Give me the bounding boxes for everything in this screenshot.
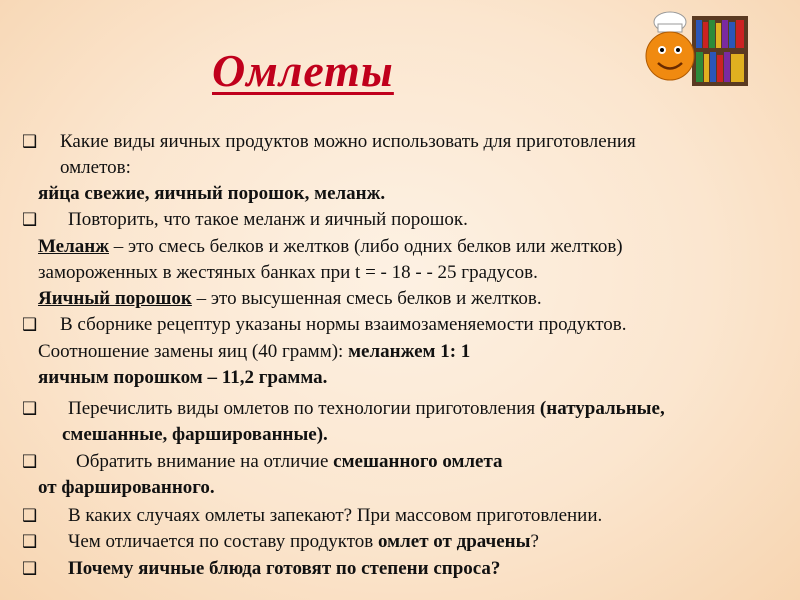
text-line: [62, 424, 328, 446]
bullet-icon: ❑: [22, 132, 38, 152]
question-text: Чем отличается по составу продуктов: [68, 531, 379, 552]
text-line: омлетов:: [60, 157, 131, 178]
bullet-icon: ❑: [22, 559, 38, 579]
bullet-icon: ❑: [22, 532, 38, 552]
answer-text: омлет от драчены: [378, 531, 531, 552]
answer-text: смешанного омлета: [333, 451, 503, 472]
chef-with-books-clipart: [640, 8, 750, 88]
bookshelf-icon: [692, 16, 748, 86]
text-line: замороженных в жестяных банках при t = - 18 - - 25 градусов.: [38, 262, 538, 283]
answer-text: (натуральные,: [539, 398, 665, 419]
bullet-icon: ❑: [22, 315, 38, 335]
text-line: Повторить, что такое меланж и яичный порошок.: [68, 209, 468, 230]
text-line: [38, 367, 327, 389]
bullet-icon: ❑: [22, 210, 38, 230]
answer-text: от фаршированного.: [38, 477, 215, 498]
bullet-icon: ❑: [22, 506, 38, 526]
chef-icon: [646, 12, 694, 80]
text-line: [38, 341, 470, 363]
ratio-value: яичным порошком – 11,2 грамма.: [38, 367, 328, 388]
text-line: В каких случаях омлеты запекают? При массовом приготовлении.: [68, 505, 603, 526]
text-line: [68, 398, 665, 420]
question-mark: ?: [530, 531, 539, 552]
term-egg-powder: Яичный порошок: [38, 288, 192, 309]
answer-text: яйца свежие, яичный порошок, меланж.: [38, 183, 386, 204]
text-line: [76, 451, 503, 473]
ratio-value: меланжем 1: 1: [348, 341, 471, 362]
definition-text: – это смесь белков и желтков (либо одних белков или желтков): [109, 236, 623, 257]
text-line: [38, 477, 215, 499]
term-melange: Меланж: [38, 236, 109, 257]
text-line: [68, 531, 539, 553]
text-line: В сборнике рецептур указаны нормы взаимозаменяемости продуктов.: [60, 314, 627, 335]
question-text: Почему яичные блюда готовят по степени спроса?: [68, 558, 501, 579]
text-line: [38, 183, 385, 205]
definition-text: – это высушенная смесь белков и желтков.: [191, 288, 542, 309]
text-line: [38, 288, 542, 310]
question-text: Обратить внимание на отличие: [76, 451, 334, 472]
question-text: Перечислить виды омлетов по технологии приготовления: [68, 398, 540, 419]
page-title: Омлеты: [212, 45, 394, 96]
text-line: [68, 558, 500, 580]
ratio-label: Соотношение замены яиц (40 грамм):: [38, 341, 349, 362]
text-line: [38, 236, 623, 258]
bullet-icon: ❑: [22, 452, 38, 472]
text-line: Какие виды яичных продуктов можно использовать для приготовления: [60, 131, 636, 152]
answer-text: смешанные, фаршированные).: [62, 424, 328, 445]
bullet-icon: ❑: [22, 399, 38, 419]
